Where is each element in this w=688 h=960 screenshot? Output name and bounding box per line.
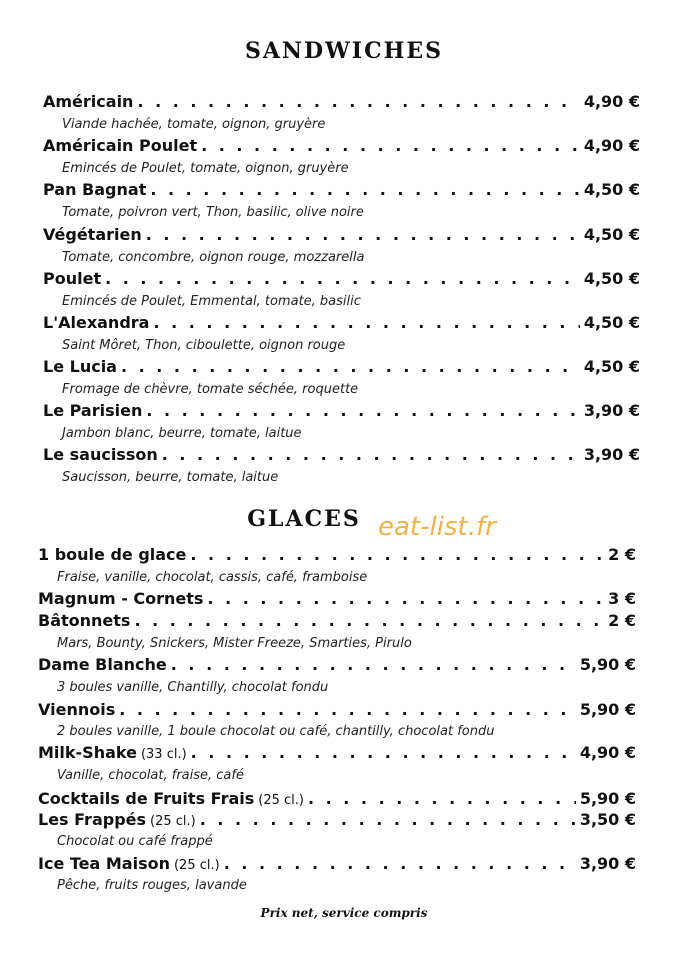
- item-description: Chocolat ou café frappé: [57, 834, 213, 849]
- leader-dots: [162, 445, 580, 464]
- item-price: 3,90 €: [583, 401, 640, 420]
- item-name: Magnum - Cornets: [38, 589, 204, 608]
- item-price: 5,90 €: [579, 789, 636, 808]
- item-size: (33 cl.): [140, 747, 187, 762]
- item-size: (25 cl.): [150, 814, 196, 829]
- menu-item: [43, 313, 640, 332]
- item-price: 2 €: [608, 545, 636, 564]
- menu-item: [43, 401, 640, 420]
- item-price: 3 €: [608, 589, 636, 608]
- item-description: Emincés de Poulet, tomate, oignon, gruyère: [62, 161, 349, 176]
- menu-item: [43, 92, 640, 111]
- menu-item: [38, 810, 636, 829]
- item-name: 1 boule de glace: [38, 545, 187, 564]
- menu-item: [43, 269, 640, 288]
- leader-dots: [308, 789, 576, 808]
- leader-dots: [105, 269, 580, 288]
- item-name: Le Lucia: [43, 357, 117, 376]
- item-description: Fromage de chèvre, tomate séchée, roquette: [62, 382, 359, 397]
- item-description: Viande hachée, tomate, oignon, gruyère: [62, 117, 326, 132]
- item-description: Mars, Bounty, Snickers, Mister Freeze, Smarties, Pirulo: [57, 636, 412, 651]
- item-price: 4,50 €: [583, 313, 640, 332]
- watermark: eat-list.fr: [378, 512, 496, 542]
- leader-dots: [190, 545, 604, 564]
- page-title-glaces: GLACES: [247, 506, 361, 532]
- item-price: 4,50 €: [583, 357, 640, 376]
- item-name: Végétarien: [43, 225, 142, 244]
- menu-item: [43, 357, 640, 376]
- menu-item: [38, 545, 636, 564]
- item-name: Les Frappés: [38, 810, 147, 829]
- leader-dots: [207, 589, 604, 608]
- item-size: (25 cl.): [173, 858, 220, 873]
- item-name: Milk-Shake: [38, 743, 137, 762]
- item-name: Américain Poulet: [43, 136, 198, 155]
- item-size: (25 cl.): [258, 793, 304, 808]
- leader-dots: [146, 225, 580, 244]
- leader-dots: [121, 357, 580, 376]
- item-price: 2 €: [608, 611, 636, 630]
- item-description: Emincés de Poulet, Emmental, tomate, basilic: [62, 294, 361, 309]
- item-price: 3,90 €: [583, 445, 640, 464]
- item-price: 3,50 €: [579, 810, 636, 829]
- leader-dots: [153, 313, 579, 332]
- menu-item: [38, 743, 636, 762]
- item-description: Tomate, concombre, oignon rouge, mozzarella: [62, 250, 365, 265]
- leader-dots: [171, 655, 576, 674]
- footer-note: Prix net, service compris: [260, 906, 428, 920]
- item-name: Cocktails de Fruits Frais: [38, 789, 255, 808]
- leader-dots: [200, 810, 576, 829]
- leader-dots: [224, 854, 576, 873]
- item-price: 4,90 €: [579, 743, 636, 762]
- item-description: 2 boules vanille, 1 boule chocolat ou café, chantilly, chocolat fondu: [57, 724, 495, 739]
- item-price: 5,90 €: [579, 655, 636, 674]
- item-description: Pêche, fruits rouges, lavande: [57, 878, 247, 893]
- item-name: Le saucisson: [43, 445, 158, 464]
- menu-item: [43, 180, 640, 199]
- item-price: 4,50 €: [583, 225, 640, 244]
- leader-dots: [150, 180, 579, 199]
- item-name: Bâtonnets: [38, 611, 131, 630]
- page-title-sandwiches: SANDWICHES: [244, 38, 444, 64]
- item-price: 4,90 €: [583, 92, 640, 111]
- item-name: Le Parisien: [43, 401, 143, 420]
- menu-item: [38, 589, 636, 608]
- item-description: Vanille, chocolat, fraise, café: [57, 768, 244, 783]
- leader-dots: [201, 136, 580, 155]
- item-name: L'Alexandra: [43, 313, 150, 332]
- leader-dots: [134, 611, 604, 630]
- item-description: Fraise, vanille, chocolat, cassis, café, framboise: [57, 570, 368, 585]
- menu-item: [43, 225, 640, 244]
- menu-item: [38, 854, 636, 873]
- item-name: Viennois: [38, 700, 116, 719]
- leader-dots: [137, 92, 579, 111]
- menu-item: [38, 611, 636, 630]
- item-price: 4,90 €: [583, 136, 640, 155]
- menu-item: [43, 445, 640, 464]
- item-name: Dame Blanche: [38, 655, 167, 674]
- item-price: 5,90 €: [579, 700, 636, 719]
- item-description: Tomate, poivron vert, Thon, basilic, olive noire: [62, 205, 364, 220]
- item-name: Ice Tea Maison: [38, 854, 170, 873]
- item-name: Américain: [43, 92, 134, 111]
- item-description: Saucisson, beurre, tomate, laitue: [62, 470, 279, 485]
- menu-item: [38, 655, 636, 674]
- item-description: Jambon blanc, beurre, tomate, laitue: [62, 426, 302, 441]
- item-name: Pan Bagnat: [43, 180, 147, 199]
- menu-item: [38, 789, 636, 808]
- menu-item: [43, 136, 640, 155]
- item-price: 4,50 €: [583, 180, 640, 199]
- leader-dots: [119, 700, 576, 719]
- item-price: 3,90 €: [579, 854, 636, 873]
- item-price: 4,50 €: [583, 269, 640, 288]
- item-name: Poulet: [43, 269, 102, 288]
- menu-item: [38, 700, 636, 719]
- leader-dots: [146, 401, 579, 420]
- leader-dots: [191, 743, 576, 762]
- item-description: Saint Môret, Thon, ciboulette, oignon rouge: [62, 338, 346, 353]
- item-description: 3 boules vanille, Chantilly, chocolat fondu: [57, 680, 329, 695]
